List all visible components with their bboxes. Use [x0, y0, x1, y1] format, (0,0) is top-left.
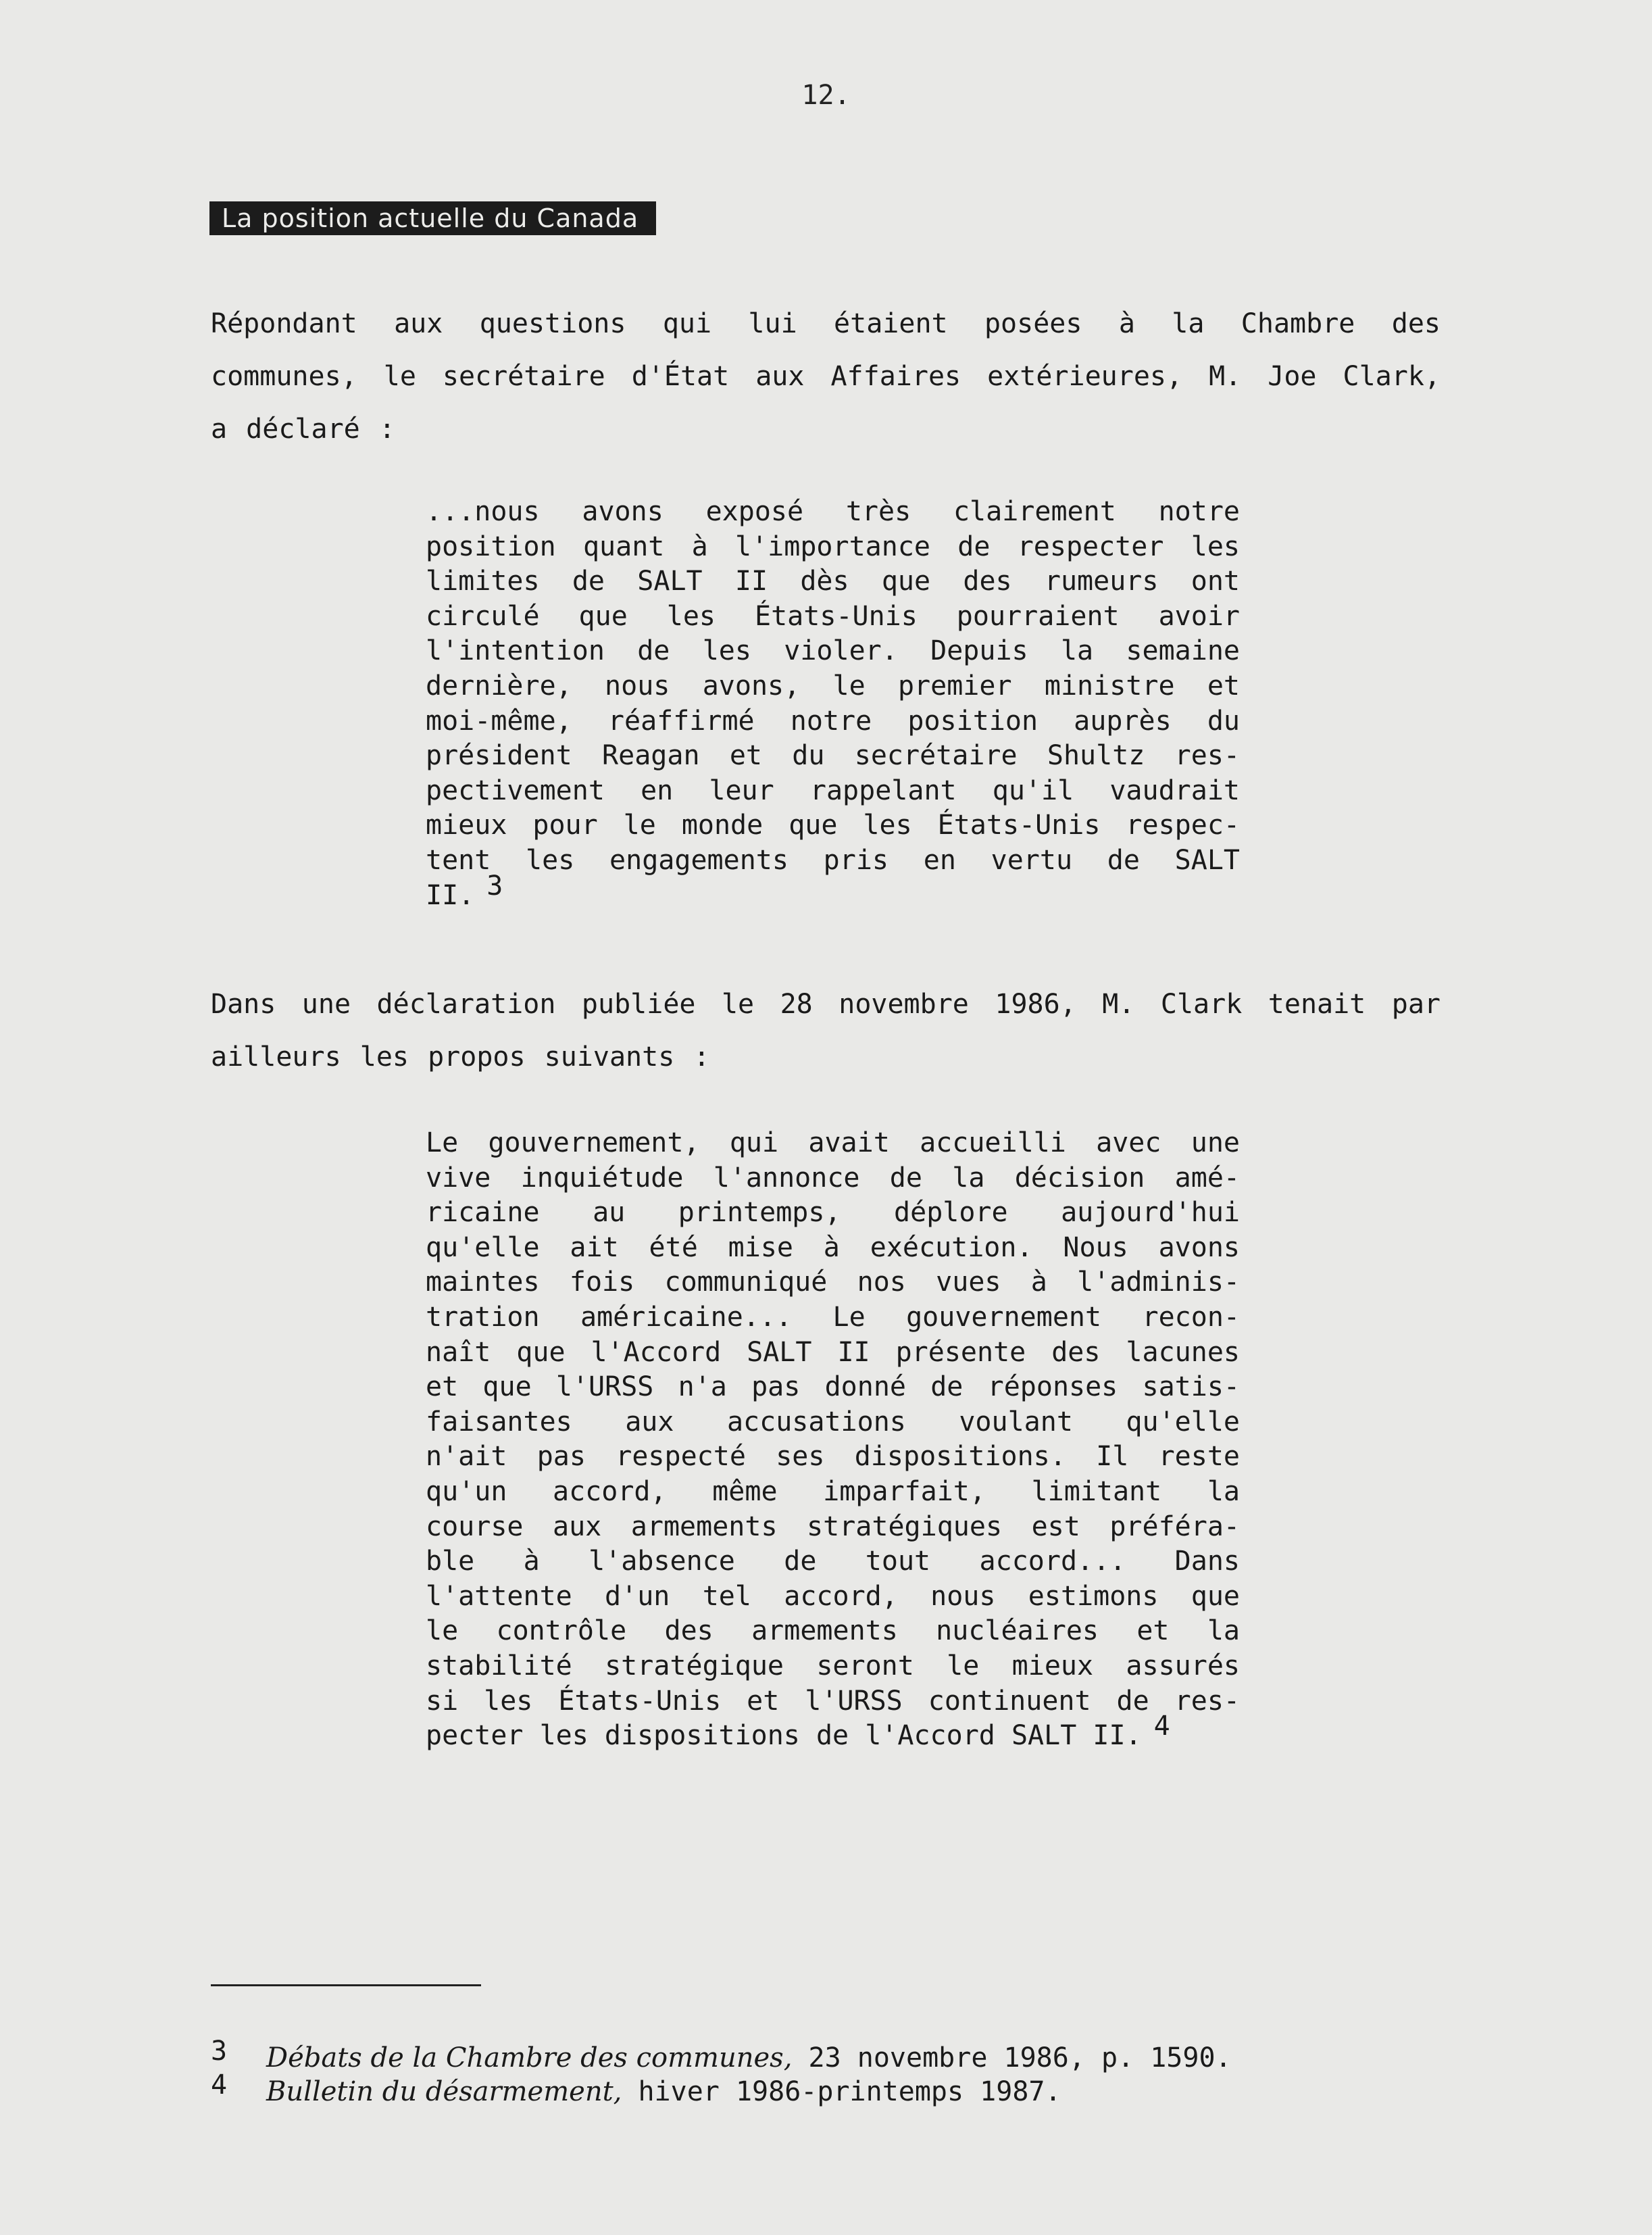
quote-line: [426, 1544, 1240, 1579]
text-line: Répondant aux questions qui lui étaient posées à la Chambre des: [211, 308, 1441, 339]
quote-line: [426, 669, 1240, 704]
quote-line-text: président Reagan et du secrétaire Shultz res-: [426, 740, 1240, 772]
quote-line-text: vive inquiétude l'annonce de la décision amé-: [426, 1162, 1240, 1194]
quote-line-text: moi-même, réaffirmé notre position auprès du: [426, 705, 1240, 737]
quote-line-text: l'intention de les violer. Depuis la semaine: [426, 635, 1240, 667]
page-number: 12.: [801, 80, 851, 111]
quote-line: [426, 774, 1240, 809]
quote-line-text: stabilité stratégique seront le mieux assurés: [426, 1650, 1240, 1681]
quote-line-text: course aux armements stratégiques est préféra-: [426, 1511, 1240, 1542]
quote-line-text: qu'un accord, même imparfait, limitant la: [426, 1475, 1240, 1507]
quote-line-text: si les États-Unis et l'URSS continuent de res-: [426, 1685, 1240, 1717]
quote-line: [426, 1614, 1240, 1649]
footnote-number: 3: [211, 2036, 228, 2067]
quote-line-text: l'attente d'un tel accord, nous estimons que: [426, 1580, 1240, 1612]
quote-line: [426, 564, 1240, 599]
quote-line: [426, 599, 1240, 635]
footnote-details: hiver 1986-printemps 1987.: [622, 2076, 1061, 2107]
quote-line: [426, 1231, 1240, 1266]
quote-line: [426, 495, 1240, 530]
text-line: Dans une déclaration publiée le 28 novembre 1986, M. Clark tenait par: [211, 989, 1441, 1020]
footnote-number: 4: [211, 2069, 228, 2101]
second-paragraph: [211, 978, 1441, 1083]
quote-line: [426, 1579, 1240, 1615]
quote-line-text: Le gouvernement, qui avait accueilli avec une: [426, 1127, 1240, 1158]
footnote-ref: 4: [1153, 1711, 1170, 1742]
quote-line-text: ...nous avons exposé très clairement notre: [426, 496, 1240, 527]
intro-paragraph: [211, 297, 1441, 456]
quote-line-text: qu'elle ait été mise à exécution. Nous avons: [426, 1231, 1240, 1263]
quote-line: [426, 634, 1240, 669]
quote-line-text: position quant à l'importance de respecter les: [426, 531, 1240, 562]
quote-line: [426, 1405, 1240, 1440]
quote-line: [426, 1335, 1240, 1371]
quote-line: [426, 530, 1240, 565]
text-line: ailleurs les propos suivants :: [211, 1041, 710, 1073]
quote-line-text: ble à l'absence de tout accord... Dans: [426, 1546, 1240, 1577]
quote-line-text: n'ait pas respecté ses dispositions. Il reste: [426, 1441, 1240, 1473]
block-quote-clark-1: [426, 495, 1240, 913]
footnote-3: [211, 2036, 1232, 2075]
quote-line-text: pecter les dispositions de l'Accord SALT II.: [426, 1720, 1142, 1752]
quote-line-text: tent les engagements pris en vertu de SALT: [426, 844, 1240, 876]
footnote-source: Bulletin du désarmement,: [266, 2076, 622, 2107]
quote-line: [426, 870, 1240, 914]
quote-line: [426, 1684, 1240, 1719]
quote-line: [426, 1265, 1240, 1300]
quote-line: [426, 843, 1240, 879]
block-quote-clark-2: [426, 1126, 1240, 1754]
quote-line: [426, 739, 1240, 774]
quote-line-text: II.: [426, 879, 475, 911]
quote-line: [426, 1300, 1240, 1335]
footnote-details: 23 novembre 1986, p. 1590.: [792, 2042, 1232, 2073]
quote-line-text: tration américaine... Le gouvernement recon-: [426, 1301, 1240, 1333]
quote-line: [426, 808, 1240, 843]
quote-line: [426, 1126, 1240, 1161]
quote-line-text: maintes fois communiqué nos vues à l'adminis-: [426, 1267, 1240, 1298]
quote-line-text: ricaine au printemps, déplore aujourd'hui: [426, 1197, 1240, 1229]
text-line: a déclaré :: [211, 414, 395, 445]
quote-line-text: circulé que les États-Unis pourraient avoir: [426, 600, 1240, 632]
quote-line-text: pectivement en leur rappelant qu'il vaudrait: [426, 775, 1240, 806]
footnotes: [211, 2036, 1232, 2109]
quote-line-text: dernière, nous avons, le premier ministre et: [426, 670, 1240, 702]
section-heading: La position actuelle du Canada: [209, 201, 656, 235]
quote-line: [426, 1440, 1240, 1475]
quote-line: [426, 1161, 1240, 1196]
text-line: communes, le secrétaire d'État aux Affaires extérieures, M. Joe Clark,: [211, 361, 1441, 392]
quote-line-text: le contrôle des armements nucléaires et la: [426, 1615, 1240, 1647]
quote-line: [426, 1649, 1240, 1684]
quote-line-text: mieux pour le monde que les États-Unis respec-: [426, 810, 1240, 841]
footnote-4: [211, 2069, 1232, 2109]
quote-line-text: et que l'URSS n'a pas donné de réponses satis-: [426, 1371, 1240, 1403]
quote-line-text: naît que l'Accord SALT II présente des lacunes: [426, 1336, 1240, 1368]
footnote-source: Débats de la Chambre des communes,: [266, 2042, 793, 2073]
quote-line-text: limites de SALT II dès que des rumeurs ont: [426, 566, 1240, 597]
quote-line: [426, 1711, 1240, 1754]
footnote-ref: 3: [486, 870, 503, 902]
quote-line-text: faisantes aux accusations voulant qu'elle: [426, 1406, 1240, 1438]
quote-line: [426, 1475, 1240, 1510]
footnote-divider: [211, 1984, 481, 1986]
quote-line: [426, 704, 1240, 739]
quote-line: [426, 1370, 1240, 1405]
quote-line: [426, 1196, 1240, 1231]
quote-line: [426, 1510, 1240, 1545]
